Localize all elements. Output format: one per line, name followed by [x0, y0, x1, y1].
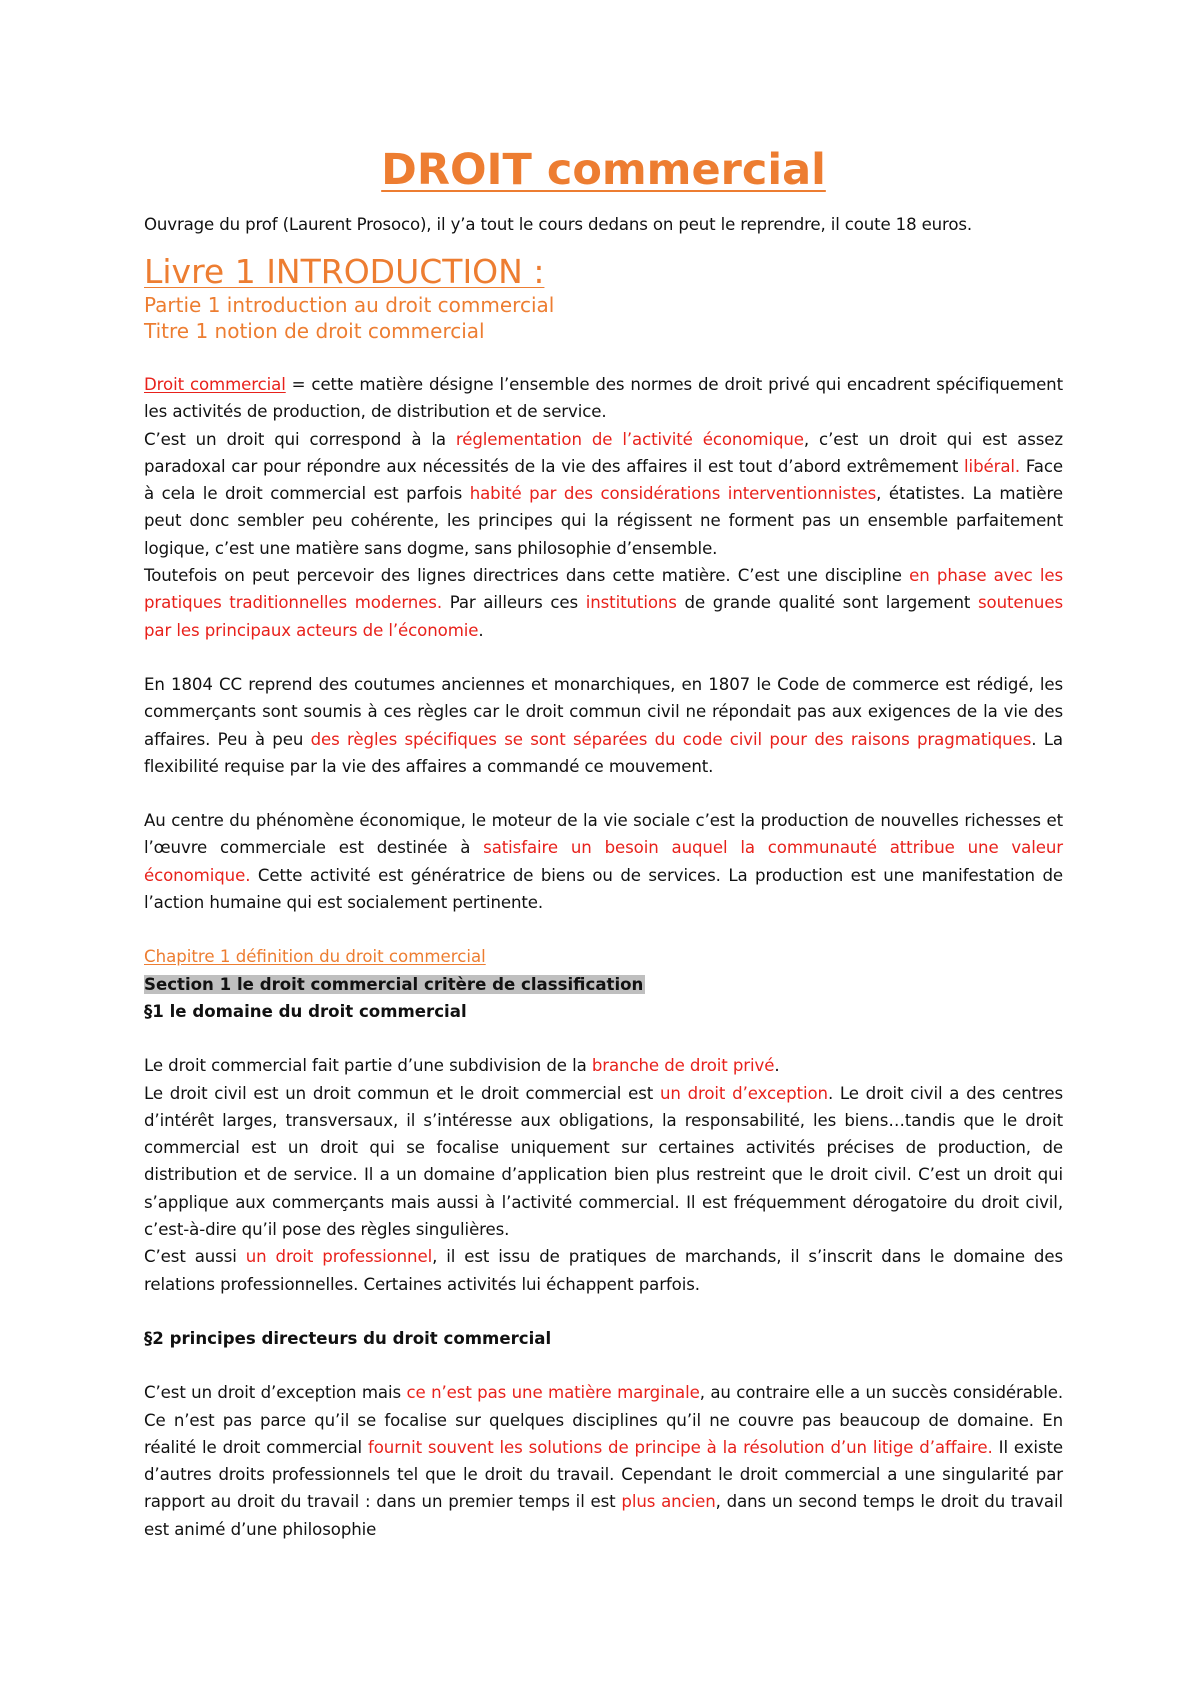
- text-run: Il existe d’autres droits professionnels tel que le droit du travail. Cependant le droit commercial a une singularité par rapport au droit du travail : dans un premier temps il est: [144, 1437, 1064, 1512]
- text-run: C’est aussi: [144, 1247, 246, 1267]
- text-run: , dans un second temps le droit du travail est animé d’une philosophie: [144, 1492, 1063, 1539]
- text-run: .: [774, 1056, 780, 1076]
- text-run: C’est un droit d’exception mais: [144, 1383, 407, 1403]
- subsection-heading-2: §2 principes directeurs du droit commercial: [144, 1328, 552, 1348]
- emphasis-run: réglementation de l’activité économique: [455, 429, 804, 449]
- text-run: .: [478, 620, 484, 640]
- text-run: , c’est un droit qui est assez paradoxal car pour répondre aux nécessités de la vie des affaires il est tout d’abord extrêmement: [144, 429, 1064, 476]
- text-run: C’est un droit qui correspond à la: [144, 429, 456, 449]
- text-run: . La flexibilité requise par la vie des affaires a commandé ce mouvement.: [144, 729, 1063, 776]
- text-run: En 1804 CC reprend des coutumes anciennes et monarchiques, en 1807 le Code de commerce est rédigé, les commerçants sont soumis à ces règles car le droit commun civil ne répondait pas aux exigences de la vie des affaires. Peu à peu: [144, 674, 1063, 749]
- defined-term: Droit commercial: [144, 375, 286, 394]
- paragraph-history: [144, 671, 1063, 780]
- text-run: Le droit civil est un droit commun et le droit commercial est: [144, 1083, 660, 1103]
- paragraph-economy: [144, 807, 1063, 916]
- spacer: [144, 644, 1063, 671]
- title-heading: Titre 1 notion de droit commercial: [144, 319, 485, 343]
- section-heading-text: Section 1 le droit commercial critère de classification: [144, 974, 644, 994]
- document-title: DROIT commercial: [381, 145, 826, 195]
- intro-note: Ouvrage du prof (Laurent Prosoco), il y’a tout le cours dedans on peut le reprendre, il coute 18 euros.: [144, 215, 972, 234]
- spacer: [144, 1352, 1063, 1379]
- text-run: Face à cela le droit commercial est parfois: [144, 456, 1064, 504]
- emphasis-run: satisfaire un besoin auquel la communauté attribue une valeur économique.: [144, 838, 1063, 885]
- document-body: [144, 140, 1063, 1543]
- emphasis-run: institutions: [585, 593, 677, 613]
- text-run: Toutefois on peut percevoir des lignes directrices dans cette matière. C’est une discipline: [144, 566, 910, 586]
- emphasis-run: libéral.: [964, 456, 1021, 476]
- text-run: Par ailleurs ces: [442, 593, 586, 613]
- emphasis-run: habité par des considérations interventionnistes: [469, 484, 877, 504]
- paragraph-definition: [144, 371, 1063, 426]
- text-run: de grande qualité sont largement: [676, 593, 978, 613]
- emphasis-run: en phase avec les pratiques traditionnelles modernes.: [144, 566, 1063, 613]
- emphasis-run: soutenues par les principaux acteurs de l’économie: [144, 593, 1063, 640]
- paragraph-professional: [144, 1243, 1063, 1298]
- text-run: , étatistes. La matière peut donc sembler peu cohérente, les principes qui la régissent ne forment pas un ensemble parfaitement logique, c’est une matière sans dogme, sans philosophie d’ensemble.: [144, 484, 1063, 558]
- spacer: [144, 780, 1063, 807]
- emphasis-run: des règles spécifiques se sont séparées du code civil pour des raisons pragmatiques: [310, 729, 1032, 749]
- chapter-heading: Chapitre 1 définition du droit commercial: [144, 947, 486, 967]
- paragraph-paradox: [144, 426, 1063, 562]
- text-run: Au centre du phénomène économique, le moteur de la vie sociale c’est la production de nouvelles richesses et l’œuvre commerciale est destinée à: [144, 811, 1063, 858]
- emphasis-run: plus ancien: [621, 1492, 716, 1512]
- text-run: Cette activité est génératrice de biens ou de services. La production est une manifestation de l’action humaine qui est socialement pertinente.: [144, 865, 1063, 913]
- emphasis-run: fournit souvent les solutions de principe à la résolution d’un litige d’affaire.: [368, 1437, 993, 1457]
- text-run: = cette matière désigne l’ensemble des normes de droit privé qui encadrent spécifiquement les activités de production, de distribution et de service.: [144, 375, 1063, 422]
- book-heading: Livre 1 INTRODUCTION :: [144, 252, 545, 291]
- text-run: , au contraire elle a un succès considérable. Ce n’est pas parce qu’il se focalise sur quelques disciplines qu’il ne couvre pas beaucoup de domaine. En réalité le droit commercial: [144, 1383, 1063, 1457]
- paragraph-guidelines: [144, 562, 1063, 644]
- spacer: [144, 1025, 1063, 1052]
- emphasis-run: ce n’est pas une matière marginale: [406, 1383, 700, 1403]
- paragraph-principles: [144, 1379, 1063, 1543]
- subsection-heading-1: §1 le domaine du droit commercial: [144, 1001, 467, 1021]
- spacer: [144, 916, 1063, 943]
- spacer: [144, 344, 1063, 371]
- spacer: [144, 1298, 1063, 1325]
- paragraph-private-law: [144, 1052, 1063, 1079]
- text-run: , il est issu de pratiques de marchands, il s’inscrit dans le domaine des relations professionnelles. Certaines activités lui échappent parfois.: [144, 1247, 1063, 1294]
- part-heading: Partie 1 introduction au droit commercial: [144, 293, 555, 317]
- text-run: Le droit commercial fait partie d’une subdivision de la: [144, 1056, 592, 1076]
- section-heading: [144, 971, 1063, 998]
- emphasis-run: un droit professionnel: [245, 1247, 433, 1267]
- emphasis-run: un droit d’exception: [659, 1083, 828, 1103]
- paragraph-civil-vs-commercial: [144, 1080, 1063, 1244]
- emphasis-run: branche de droit privé: [591, 1056, 775, 1076]
- text-run: . Le droit civil a des centres d’intérêt larges, transversaux, il s’intéresse aux obligations, la responsabilité, les biens…tandis que le droit commercial est un droit qui se focalise uniquement sur certaines activités précises de production, de distribution et de service. Il a un domaine d’application bien plus restreint que le droit civil. C’est un droit qui s’applique aux commerçants mais aussi à l’activité commercial. Il est fréquemment dérogatoire du droit civil, c’est-à-dire qu’il pose des règles singulières.: [144, 1083, 1064, 1240]
